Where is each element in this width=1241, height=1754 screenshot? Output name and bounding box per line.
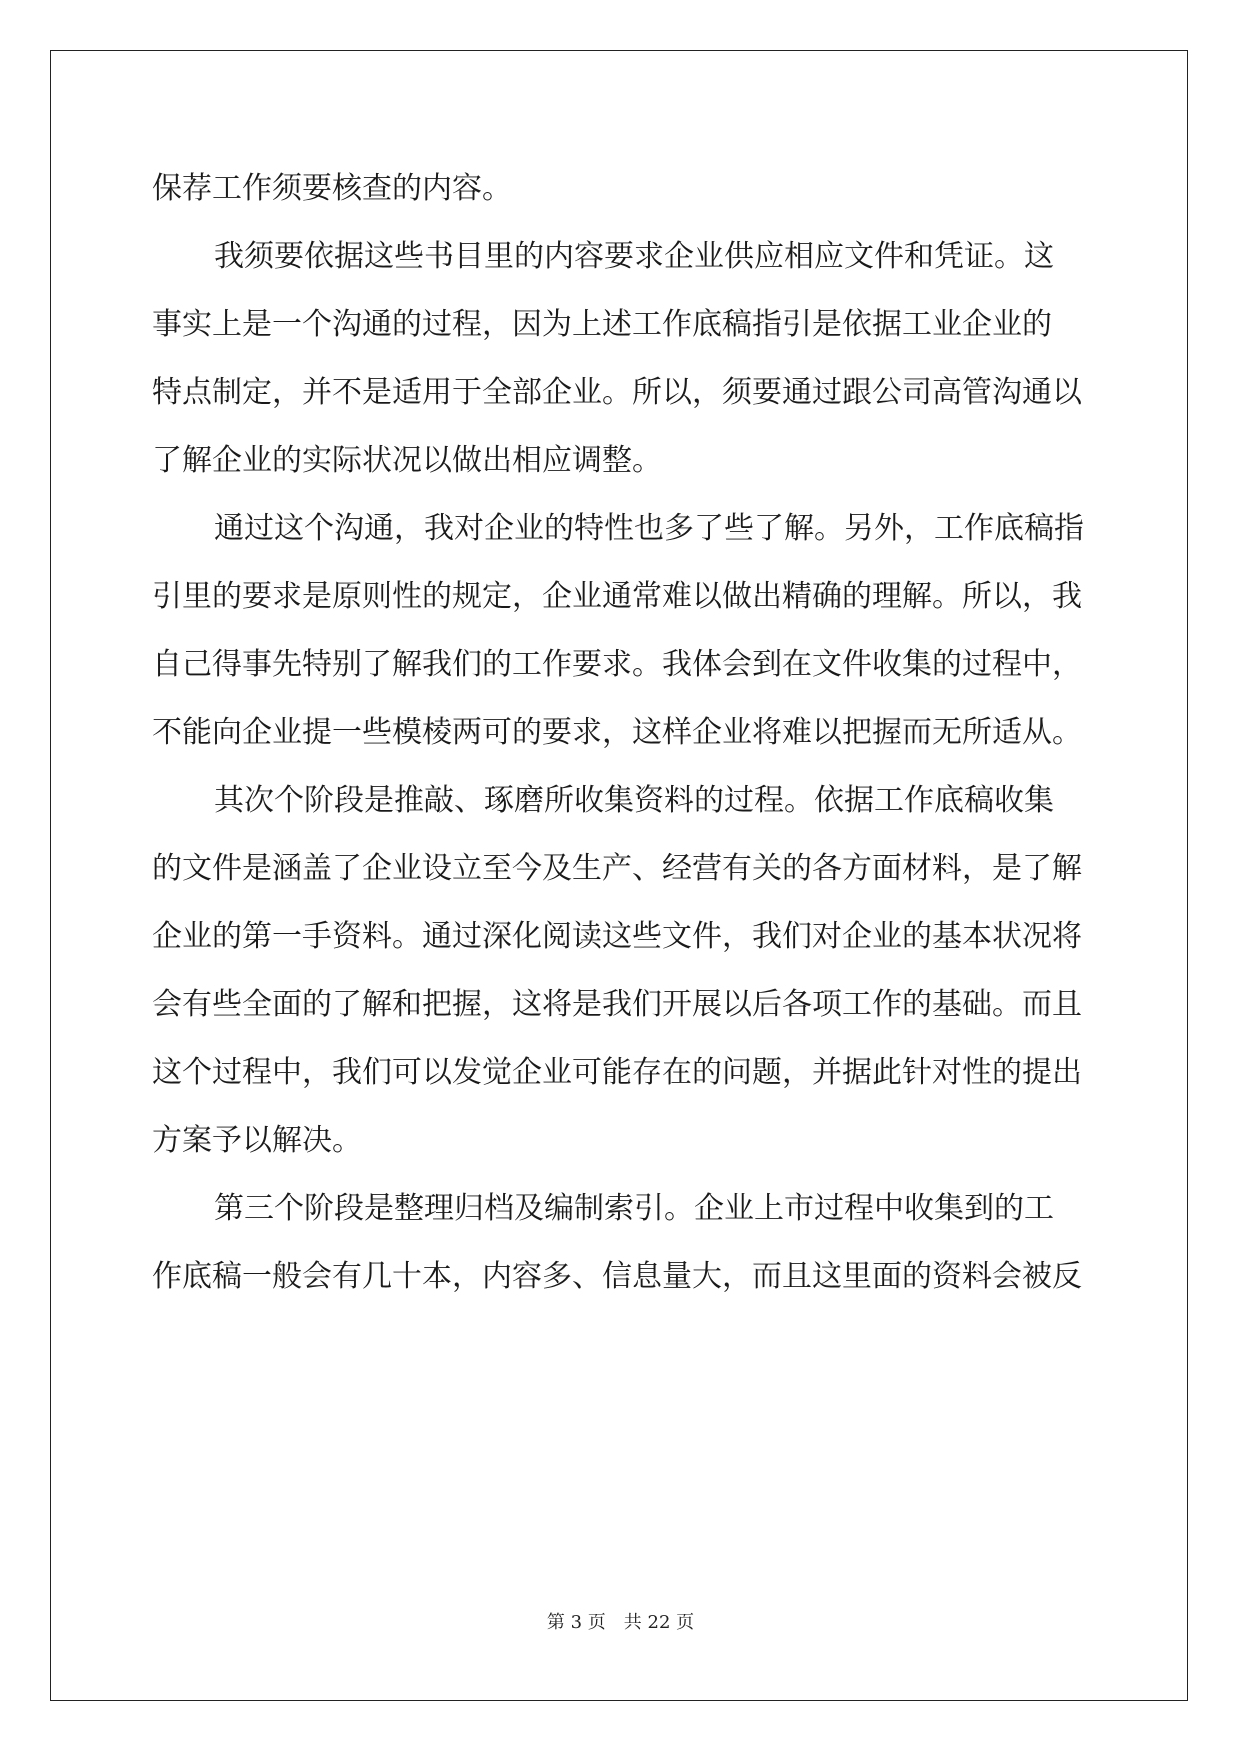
page-number-footer: 第 3 页 共 22 页 [546, 1612, 695, 1633]
text-line: 我须要依据这些书目里的内容要求企业供应相应文件和凭证。这 [214, 239, 1054, 274]
document-body [152, 155, 1088, 1311]
text-line: 方案予以解决。 [152, 1123, 362, 1158]
text-line: 事实上是一个沟通的过程，因为上述工作底稿指引是依据工业企业的 [152, 307, 1052, 342]
text-line: 不能向企业提一些模棱两可的要求，这样企业将难以把握而无所适从。 [152, 715, 1082, 750]
text-line: 通过这个沟通，我对企业的特性也多了些了解。另外，工作底稿指 [214, 511, 1084, 546]
text-line: 企业的第一手资料。通过深化阅读这些文件，我们对企业的基本状况将 [152, 919, 1082, 954]
text-line: 了解企业的实际状况以做出相应调整。 [152, 443, 662, 478]
text-line: 保荐工作须要核查的内容。 [152, 171, 512, 206]
text-line: 会有些全面的了解和把握，这将是我们开展以后各项工作的基础。而且 [152, 987, 1082, 1022]
text-line: 引里的要求是原则性的规定，企业通常难以做出精确的理解。所以，我 [152, 579, 1082, 614]
text-line: 这个过程中，我们可以发觉企业可能存在的问题，并据此针对性的提出 [152, 1055, 1082, 1090]
text-line: 自己得事先特别了解我们的工作要求。我体会到在文件收集的过程中， [152, 647, 1082, 682]
text-line: 的文件是涵盖了企业设立至今及生产、经营有关的各方面材料，是了解 [152, 851, 1082, 886]
text-line: 其次个阶段是推敲、琢磨所收集资料的过程。依据工作底稿收集 [214, 783, 1054, 818]
text-line: 特点制定，并不是适用于全部企业。所以，须要通过跟公司高管沟通以 [152, 375, 1082, 410]
text-line: 第三个阶段是整理归档及编制索引。企业上市过程中收集到的工 [214, 1191, 1054, 1226]
text-line: 作底稿一般会有几十本，内容多、信息量大，而且这里面的资料会被反 [152, 1259, 1082, 1294]
